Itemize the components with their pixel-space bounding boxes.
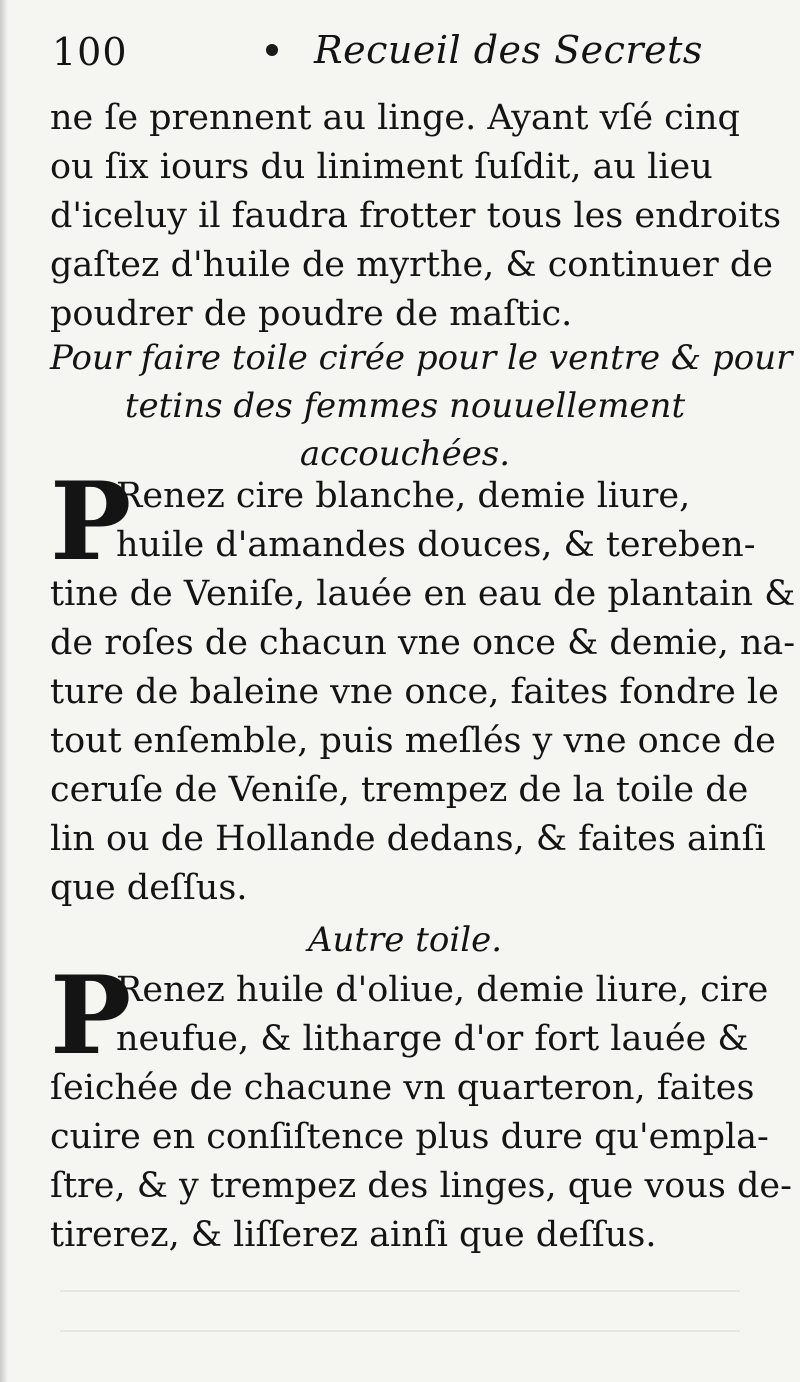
text-line: Renez huile d'oliue, demie liure, cire <box>116 970 769 1010</box>
paragraph-continuation <box>50 94 782 339</box>
text-line: ſtre, & y trempez des linges, que vous de- <box>50 1166 792 1206</box>
text-line: de roſes de chacun vne once & demie, na- <box>50 623 796 663</box>
text-line: ou ſix iours du liniment ſuſdit, au lieu <box>50 147 713 187</box>
page-gutter-shadow <box>0 0 8 1382</box>
text-line: tine de Veniſe, lauée en eau de plantain & <box>50 574 796 614</box>
text-line: poudrer de poudre de maſtic. <box>50 294 573 334</box>
ornament-dot-icon <box>266 44 278 56</box>
text-line: neufue, & litharge d'or fort lauée & <box>116 1019 749 1059</box>
text-line: ceruſe de Veniſe, trempez de la toile de <box>50 770 749 810</box>
text-line: que deſſus. <box>50 868 248 908</box>
bleed-through-mark <box>60 1290 740 1292</box>
recipe-text <box>50 459 796 913</box>
text-line: cuire en conſiſtence plus dure qu'empla- <box>50 1117 769 1157</box>
heading-line: tetins des femmes nouuellement <box>124 386 686 426</box>
bleed-through-mark <box>60 1330 740 1332</box>
recipe-text <box>50 953 792 1260</box>
text-line: lin ou de Hollande dedans, & faites ainſi <box>50 819 766 859</box>
drop-cap: P <box>50 953 132 1079</box>
recipe-section <box>50 459 796 913</box>
text-line: Renez cire blanche, demie liure, <box>116 476 691 516</box>
page-header <box>52 24 772 80</box>
text-line: gaſtez d'huile de myrthe, & continuer de <box>50 245 773 285</box>
text-line: tirerez, & liſſerez ainſi que deſſus. <box>50 1215 657 1255</box>
text-line: huile d'amandes douces, & tereben- <box>116 525 756 565</box>
drop-cap: P <box>50 459 132 585</box>
running-title: Recueil des Secrets <box>314 28 703 72</box>
text-line: ne ſe prennent au linge. Ayant vſé cinq <box>50 98 740 138</box>
text-line: ture de baleine vne once, faites fondre le <box>50 672 779 712</box>
heading-line: accouchées. <box>299 434 511 474</box>
text-line: tout enſemble, puis meſlés y vne once de <box>50 721 776 761</box>
recipe-heading: Autre toile. <box>307 920 503 960</box>
text-line: d'iceluy il faudra frotter tous les endroits <box>50 196 782 236</box>
heading-line: Pour faire toile cirée pour le ventre & pour <box>50 338 793 378</box>
recipe-heading <box>50 334 793 478</box>
text-line: ſeichée de chacune vn quarteron, faites <box>50 1068 755 1108</box>
recipe-section <box>50 953 792 1260</box>
page-number: 100 <box>52 30 128 74</box>
